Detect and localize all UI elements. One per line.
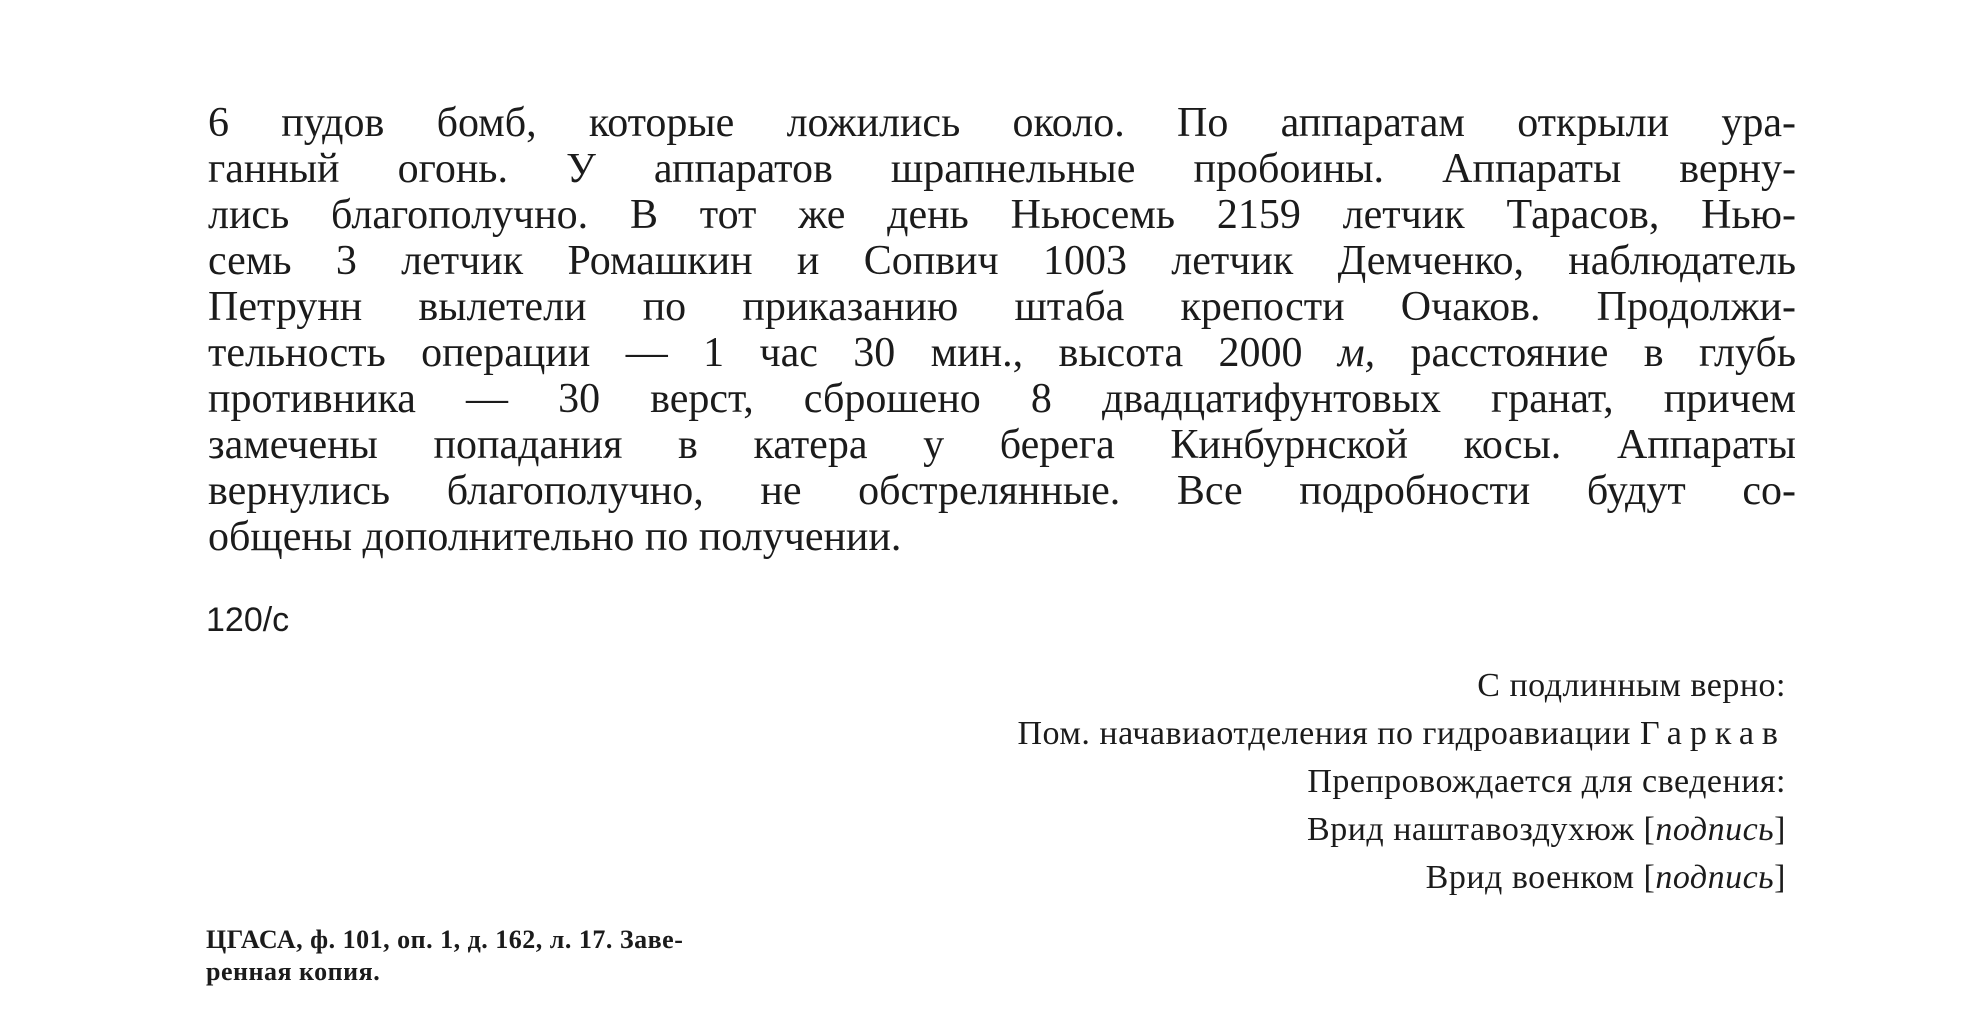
archive-reference-line: ЦГАСА, ф. 101, оп. 1, д. 162, л. 17. Заве- — [206, 925, 684, 954]
commissar-title: Врид военком — [1425, 859, 1635, 896]
bracket-open: [ — [1643, 859, 1656, 896]
paragraph-line-tail: расстояние в глубь — [1375, 330, 1796, 376]
paragraph-line: общены дополнительно по получении. — [208, 514, 902, 560]
paragraph-line: ганный огонь. У аппаратов шрапнельные пробоины. Аппараты верну- — [208, 146, 1796, 192]
chief-of-staff-line — [1017, 806, 1786, 854]
signature-block — [1017, 662, 1786, 902]
certified-true-line: С подлинным верно: — [1477, 667, 1786, 704]
bracket-close: ] — [1774, 859, 1786, 896]
paragraph-line: Петрунн вылетели по приказанию штаба крепости Очаков. Продолжи- — [208, 284, 1796, 330]
signature-placeholder: подпись — [1655, 811, 1775, 848]
paragraph-line-head: тельность операции — 1 час 30 мин., высота 2000 — [208, 330, 1338, 376]
paragraph-line: семь 3 летчик Ромашкин и Сопвич 1003 летчик Демченко, наблюдатель — [208, 238, 1796, 284]
paragraph-line: 6 пудов бомб, которые ложились около. По аппаратам открыли ура- — [208, 100, 1796, 146]
bracket-close: ] — [1774, 811, 1786, 848]
unit-meters: м, — [1337, 330, 1376, 376]
paragraph-line: замечены попадания в катера у берега Кинбурнской косы. Аппараты — [208, 422, 1796, 468]
paragraph-line-with-unit — [208, 330, 1796, 376]
archive-reference — [206, 924, 683, 988]
signer-name: Гаркав — [1639, 715, 1786, 752]
signature-placeholder: подпись — [1655, 859, 1775, 896]
paragraph-line: противника — 30 верст, сброшено 8 двадцатифунтовых гранат, причем — [208, 376, 1796, 422]
paragraph-line: вернулись благополучно, не обстрелянные. Все подробности будут со- — [208, 468, 1796, 514]
chief-title: Врид наштавоздухюж — [1307, 811, 1635, 848]
commissar-line — [1017, 854, 1786, 902]
position-title: Пом. начавиаотделения по гидроавиации — [1017, 715, 1631, 752]
paragraph-line: лись благополучно. В тот же день Ньюсемь 2159 летчик Тарасов, Нью- — [208, 192, 1796, 238]
archive-reference-line: ренная копия. — [206, 957, 381, 986]
document-number: 120/с — [206, 601, 290, 639]
bracket-open: [ — [1643, 811, 1656, 848]
forwarded-line: Препровождается для сведения: — [1307, 763, 1786, 800]
report-paragraph — [208, 100, 1796, 560]
assistant-chief-line — [1017, 710, 1786, 758]
